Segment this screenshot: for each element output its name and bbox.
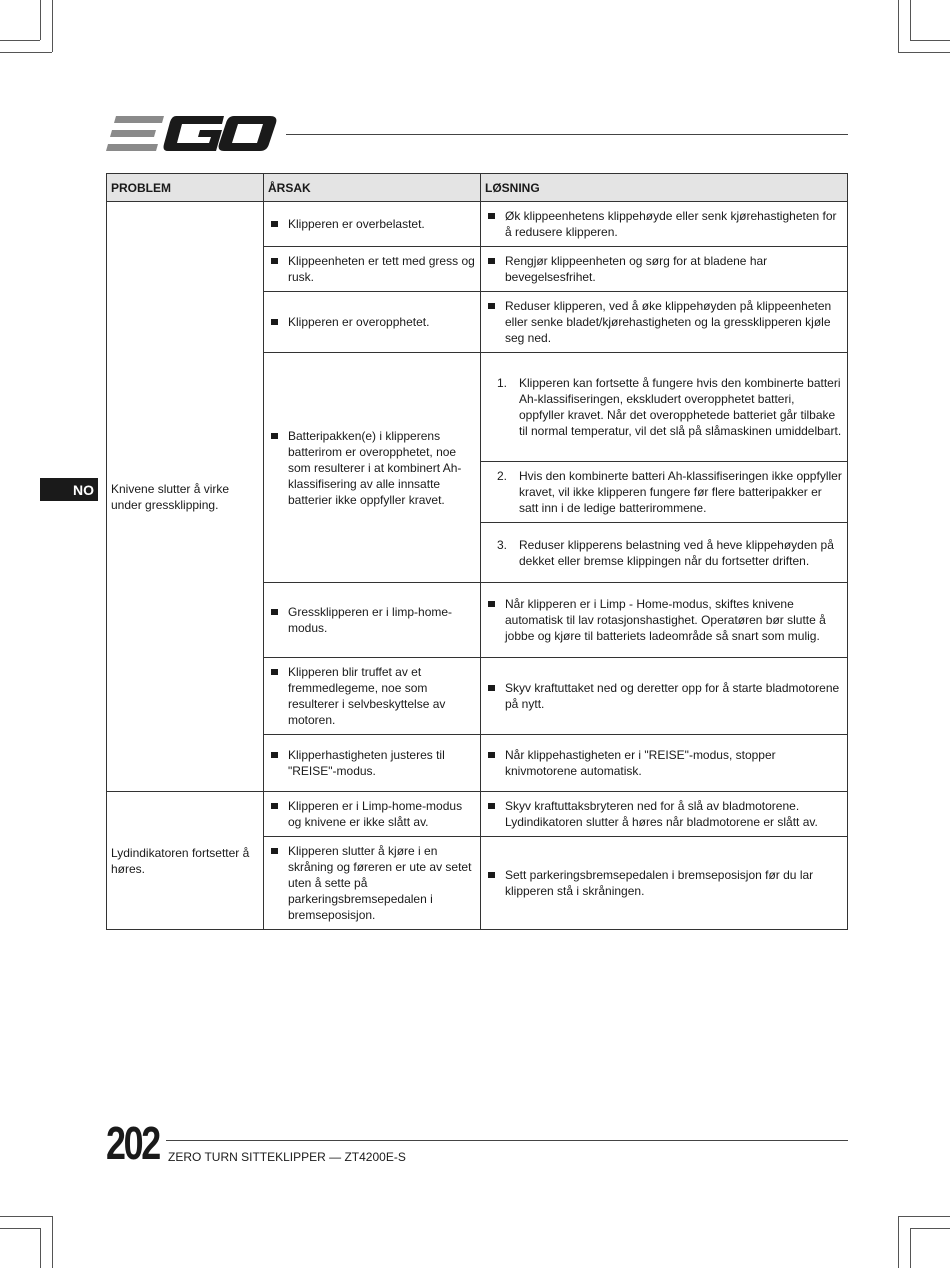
crop-mark [898, 52, 950, 53]
crop-mark [52, 1216, 53, 1268]
solution-cell: Sett parkeringsbremsepedalen i bremseposisjon før du lar klipperen stå i skråningen. [481, 837, 848, 930]
crop-mark [910, 1228, 911, 1268]
crop-mark [910, 0, 911, 40]
crop-mark [910, 40, 950, 41]
solution-cell: 3. Reduser klipperens belastning ved å heve klippehøyden på dekket eller bremse klippingen når du fortsetter driften. [481, 523, 848, 583]
language-tab: NO [40, 478, 98, 501]
cause-cell: Klipperen er i Limp-home-modus og knivene er ikke slått av. [264, 792, 481, 837]
footer-title: ZERO TURN SITTEKLIPPER — ZT4200E-S [168, 1150, 406, 1164]
solution-cell: 1. Klipperen kan fortsette å fungere hvis den kombinerte batteri Ah-klassifiseringen, ekskludert overopphetet batteri, oppfyller kravet. Når det overopphetede batteriet går tilbake til normal temperatur, vil det slå på slåmaskinen umiddelbart. [481, 353, 848, 462]
solution-cell: Skyv kraftuttaket ned og deretter opp for å starte bladmotorene på nytt. [481, 658, 848, 735]
solution-cell: Øk klippeenhetens klippehøyde eller senk kjørehastigheten for å redusere klipperen. [481, 202, 848, 247]
crop-mark [0, 1216, 52, 1217]
cause-cell: Klipperen er overopphetet. [264, 292, 481, 353]
cause-cell: Klipperhastigheten justeres til "REISE"-modus. [264, 735, 481, 792]
table-row [107, 202, 848, 247]
crop-mark [0, 1228, 40, 1229]
problem-cell: Lydindikatoren fortsetter å høres. [107, 792, 264, 930]
crop-mark [898, 1216, 899, 1268]
ego-logo [106, 112, 278, 156]
header-solution: LØSNING [481, 174, 848, 202]
solution-cell: Skyv kraftuttaksbryteren ned for å slå av bladmotorene. Lydindikatoren slutter å høres når bladmotorene er slått av. [481, 792, 848, 837]
solution-cell: 2. Hvis den kombinerte batteri Ah-klassifiseringen ikke oppfyller kravet, vil ikke klipperen fungere før flere batteripakker er satt inn i de ledige batterirommene. [481, 462, 848, 523]
crop-mark [0, 40, 40, 41]
header-problem: PROBLEM [107, 174, 264, 202]
crop-mark [40, 0, 41, 40]
solution-cell: Reduser klipperen, ved å øke klippehøyden på klippeenheten eller senke bladet/kjørehastigheten og la gressklipperen kjøle seg ned. [481, 292, 848, 353]
solution-cell: Rengjør klippeenheten og sørg for at bladene har bevegelsesfrihet. [481, 247, 848, 292]
crop-mark [0, 52, 52, 53]
header-rule [286, 134, 848, 135]
cause-cell: Batteripakken(e) i klipperens batterirom er overopphetet, noe som resulterer i at kombinert Ah-klassifisering av alle innsatte batterier ikke oppfyller kravet. [264, 353, 481, 583]
problem-cell: Knivene slutter å virke under gressklipping. [107, 202, 264, 792]
table-header-row [107, 174, 848, 202]
solution-cell: Når klipperen er i Limp - Home-modus, skiftes knivene automatisk til lav rotasjonshastighet. Operatøren bør slutte å jobbe og kjøre til batteriets ladeområde så snart som mulig. [481, 583, 848, 658]
page-number: 202 [106, 1117, 159, 1169]
cause-cell: Klipperen slutter å kjøre i en skråning og føreren er ute av setet uten å sette på parkeringsbremsepedalen i bremseposisjon. [264, 837, 481, 930]
troubleshooting-table [106, 173, 848, 930]
cause-cell: Klipperen blir truffet av et fremmedlegeme, noe som resulterer i selvbeskyttelse av motoren. [264, 658, 481, 735]
crop-mark [898, 1216, 950, 1217]
table-row [107, 792, 848, 837]
footer-rule [166, 1140, 848, 1141]
crop-mark [898, 0, 899, 52]
cause-cell: Klipperen er overbelastet. [264, 202, 481, 247]
cause-cell: Klippeenheten er tett med gress og rusk. [264, 247, 481, 292]
crop-mark [40, 1228, 41, 1268]
header-cause: ÅRSAK [264, 174, 481, 202]
cause-cell: Gressklipperen er i limp-home-modus. [264, 583, 481, 658]
crop-mark [52, 0, 53, 52]
solution-cell: Når klippehastigheten er i "REISE"-modus, stopper knivmotorene automatisk. [481, 735, 848, 792]
crop-mark [910, 1228, 950, 1229]
